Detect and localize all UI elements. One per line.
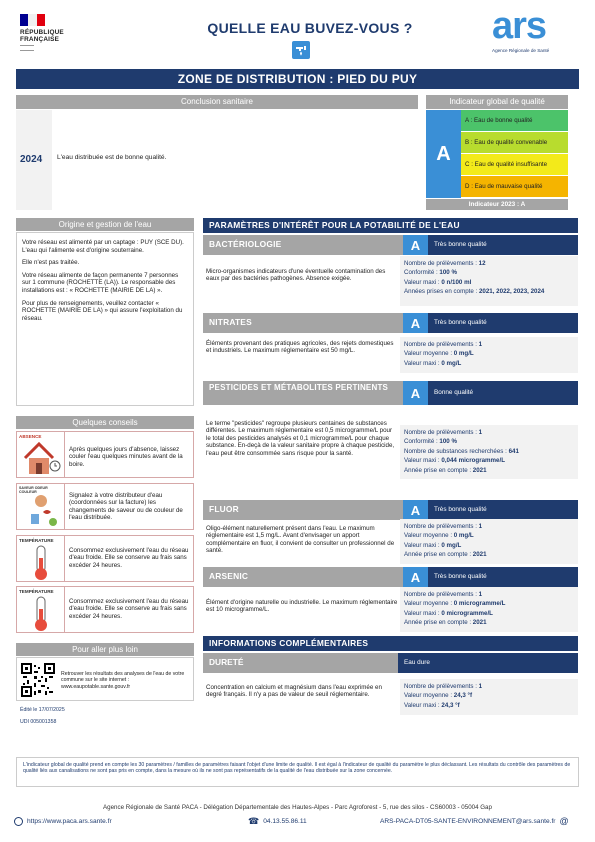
param-fluor-stats	[400, 519, 578, 564]
ars-logo-text: ars	[492, 5, 547, 47]
param-fluor-name: FLUOR	[203, 500, 403, 520]
further-header: Pour aller plus loin	[16, 643, 194, 656]
email-link[interactable]: ARS-PACA-DT05-SANTE-ENVIRONNEMENT@ars.sante.fr	[380, 818, 556, 825]
stat-row: Nombre de prélèvements : 1	[404, 341, 483, 348]
devise-lines	[20, 45, 34, 51]
conclusion-text-cell	[53, 110, 418, 210]
stat-row: Année prise en compte : 2021	[404, 619, 487, 627]
stat-row: Nombre de substances recherchées : 641	[404, 447, 519, 455]
param-arsenic-stats	[400, 587, 578, 632]
note-text: L'indicateur global de qualité prend en compte les 30 paramètres / familles de paramètres faisant l'objet d'une limite de qualité. Il est égal à l'indicateur de qualité du paramètre le plus déclassant. Les résultats du contrôle des paramètres de qualité liés aux canalisations ne sont pas pris en compte, dans la mesure où ils ne sont pas représentatifs de la qualité de l'eau distribuée sur la zone concernée.	[23, 762, 571, 775]
tip-saveur-text: Signalez à votre distributeur d'eau (coordonnées sur la facture) les changements de saveur ou de couleur de l'eau distribuée.	[69, 492, 183, 522]
tip-saveur	[16, 483, 194, 530]
tip-temperature-2-label: TEMPÉRATURE	[19, 589, 54, 594]
website-link[interactable]: https://www.paca.ars.sante.fr	[27, 818, 112, 825]
stat-row: Nombre de prélèvements : 1	[404, 591, 483, 598]
tip-absence-label: ABSENCE	[19, 434, 42, 439]
footer-website[interactable]	[14, 817, 112, 826]
further-box	[16, 657, 194, 701]
conclusion-year: 2024	[20, 154, 43, 165]
param-fluor-desc: Oligo-élément naturellement présent dans l'eau. Le maximum réglementaire est 1,5 mg/L. Avant d'envisager un apport complémentaire en fluor, il convient de consulter un professionnel de santé.	[206, 525, 395, 555]
marianne-icon	[20, 14, 46, 26]
param-bacteriologie-desc: Micro-organismes indicateurs d'une éventuelle contamination des eaux par des bactéries pathogènes. Absence exigée.	[206, 268, 386, 283]
tip-temperature-2-text: Consommez exclusivement l'eau du réseau d'eau froide. Elle se conserve au frais sans excéder 24 heures.	[69, 598, 189, 620]
footer-email[interactable]	[380, 817, 569, 826]
tip-temperature-1-text: Consommez exclusivement l'eau du réseau d'eau froide. Elle se conserve au frais sans excéder 24 heures.	[69, 547, 189, 569]
stat-row: Valeur maxi : 0 mg/L	[404, 541, 462, 549]
indicator-level-b-label: B : Eau de qualité convenable	[465, 139, 548, 146]
tip-absence-image	[17, 432, 65, 477]
phone-icon: ☎	[248, 816, 260, 826]
param-arsenic-name: ARSENIC	[203, 567, 403, 587]
indicator-level-c	[461, 154, 568, 176]
conclusion-header: Conclusion sanitaire	[16, 95, 418, 109]
zone-title: ZONE DE DISTRIBUTION : PIED DU PUY	[177, 72, 418, 86]
param-fluor-grade: A	[403, 500, 428, 520]
globe-icon	[14, 817, 23, 826]
tap-water-icon	[292, 41, 310, 59]
param-pesticides-name: PESTICIDES ET MÉTABOLITES PERTINENTS	[203, 381, 403, 405]
param-nitrates-quality: Très bonne qualité	[428, 313, 578, 333]
indicator-level-a	[461, 110, 568, 132]
stat-row: Valeur maxi : 0 mg/L	[404, 359, 462, 367]
tip-saveur-label: SAVEUR ODEUR COULEUR	[19, 486, 48, 494]
params-header: PARAMÈTRES D'INTÉRÊT POUR LA POTABILITÉ DE L'EAU	[203, 218, 578, 233]
udi-code: UDI 005001358	[20, 719, 57, 725]
tip-temperature-1-label: TEMPÉRATURE	[19, 538, 54, 543]
thermometer-icon	[17, 536, 65, 583]
tip-temperature-1	[16, 535, 194, 582]
further-text: Retrouver les résultats des analyses de l'eau de votre commune sur le site internet : www.eaupotable.sante.gouv.fr	[61, 671, 185, 690]
tips-header: Quelques conseils	[16, 416, 194, 429]
ars-logo	[492, 5, 582, 56]
info-header: INFORMATIONS COMPLÉMENTAIRES	[203, 636, 578, 651]
tip-absence	[16, 431, 194, 478]
param-nitrates-name: NITRATES	[203, 313, 403, 333]
stat-row: Valeur moyenne : 0 mg/L	[404, 532, 474, 540]
stat-row: Valeur moyenne : 0 mg/L	[404, 350, 474, 358]
stat-row: Nombre de prélèvements : 1	[404, 429, 483, 436]
taste-smell-icon	[17, 484, 65, 531]
param-pesticides-stats	[400, 425, 578, 479]
stat-row: Valeur maxi : 0 microgramme/L	[404, 609, 493, 617]
indicator-header: Indicateur global de qualité	[426, 95, 568, 109]
stat-row: Valeur moyenne : 0 microgramme/L	[404, 600, 506, 608]
origin-p3: Votre réseau alimente de façon permanente 7 personnes sur 1 commune (ROCHETTE (LA)). Le responsable des installations est : « ROCHETTE (MAIRIE DE LA) ».	[22, 271, 179, 294]
at-icon: @	[559, 816, 569, 826]
param-pesticides-quality: Bonne qualité	[428, 381, 578, 405]
param-nitrates-stats	[400, 337, 578, 373]
republique-line1: RÉPUBLIQUE	[20, 29, 64, 36]
durete-stats	[400, 679, 578, 715]
house-icon	[17, 432, 65, 479]
stat-row: Nombre de prélèvements : 1	[404, 523, 483, 530]
indicator-level-b	[461, 132, 568, 154]
param-arsenic-grade: A	[403, 567, 428, 587]
origin-p4: Pour plus de renseignements, veuillez contacter « ROCHETTE (MAIRIE DE LA) » qui assure l'exploitation du réseau.	[22, 299, 183, 322]
conclusion-year-cell	[16, 110, 52, 210]
stat-row: Valeur moyenne : 24,3 °f	[404, 692, 473, 700]
indicator-level-d	[461, 176, 568, 198]
indicator-grade: A	[426, 110, 461, 198]
stat-row: Valeur maxi : 0,044 microgramme/L	[404, 457, 505, 465]
param-bacteriologie-stats	[400, 256, 578, 306]
indicator-level-d-label: D : Eau de mauvaise qualité	[465, 183, 543, 190]
param-arsenic-quality: Très bonne qualité	[428, 567, 578, 587]
tip-saveur-image	[17, 484, 65, 529]
indicator-footer: Indicateur 2023 : A	[426, 199, 568, 210]
param-nitrates-desc: Éléments provenant des pratiques agricoles, des rejets domestiques et industriels. Le maximum réglementaire est 50 mg/L.	[206, 340, 394, 355]
tip-temperature-1-image	[17, 536, 65, 581]
qr-code	[21, 663, 55, 697]
param-bacteriologie-grade: A	[403, 235, 428, 255]
footer-address: Agence Régionale de Santé PACA - Délégation Départementale des Hautes-Alpes - Parc Agroforest - 5, rue des silos - CS60003 - 05004 Gap	[103, 804, 492, 811]
origin-p2: Elle n'est pas traitée.	[22, 259, 80, 267]
footer-phone[interactable]	[248, 817, 307, 826]
param-fluor-quality: Très bonne qualité	[428, 500, 578, 520]
stat-row: Nombre de prélèvements : 12	[404, 260, 486, 267]
origin-header: Origine et gestion de l'eau	[16, 218, 194, 231]
param-bacteriologie-name: BACTÉRIOLOGIE	[203, 235, 403, 255]
stat-row: Années prises en compte : 2021, 2022, 2023, 2024	[404, 288, 545, 296]
page-title: QUELLE EAU BUVEZ-VOUS ?	[207, 20, 413, 36]
stat-row: Année prise en compte : 2021	[404, 551, 487, 559]
param-bacteriologie-quality: Très bonne qualité	[428, 235, 578, 255]
stat-row: Valeur maxi : 0 n/100 ml	[404, 278, 472, 286]
republique-logo	[18, 14, 78, 54]
param-arsenic-desc: Élément d'origine naturelle ou industrielle. Le maximum réglementaire est 10 microgramme/L.	[206, 599, 398, 614]
note-box	[16, 757, 579, 787]
phone-number[interactable]: 04.13.55.86.11	[263, 818, 307, 825]
conclusion-text: L'eau distribuée est de bonne qualité.	[57, 154, 167, 161]
durete-desc: Concentration en calcium et magnésium dans l'eau exprimée en degré français. Il n'y a pas de valeur de seuil réglementaire.	[206, 684, 382, 699]
tip-temperature-2-image	[17, 587, 65, 632]
tip-temperature-2	[16, 586, 194, 633]
edited-date: Édité le 17/07/2025	[20, 707, 65, 713]
republique-line2: FRANÇAISE	[20, 36, 60, 43]
durete-name: DURETÉ	[203, 653, 398, 673]
stat-row: Conformité : 100 %	[404, 438, 457, 446]
stat-row: Valeur maxi : 24,3 °f	[404, 701, 460, 709]
thermometer-icon	[17, 587, 65, 634]
zone-title-bar	[16, 69, 579, 89]
origin-box	[16, 232, 194, 406]
indicator-level-c-label: C : Eau de qualité insuffisante	[465, 161, 548, 168]
origin-p1: Votre réseau est alimenté par un captage : PUY (SCE DU). L'eau qui l'alimente est d'origine souterraine.	[22, 239, 184, 254]
ars-logo-sub: Agence Régionale de Santé	[492, 48, 550, 53]
tip-absence-text: Après quelques jours d'absence, laissez couler l'eau quelques minutes avant de la boire.	[69, 446, 183, 468]
param-pesticides-desc: Le terme "pesticides" regroupe plusieurs centaines de substances différentes. Le maximum réglementaire est 0,5 microgramme/L pour le total des pesticides analysés et 0,1 microgramme/L pour chaque substance. En-deçà de la valeur sanitaire propre à chaque pesticide, l'eau peut être consommée sans risque pour la santé.	[206, 420, 395, 457]
stat-row: Conformité : 100 %	[404, 269, 457, 277]
indicator-level-a-label: A : Eau de bonne qualité	[465, 117, 533, 124]
param-nitrates-grade: A	[403, 313, 428, 333]
stat-row: Année prise en compte : 2021	[404, 466, 487, 474]
stat-row: Nombre de prélèvements : 1	[404, 683, 483, 690]
durete-quality: Eau dure	[398, 653, 578, 673]
param-pesticides-grade: A	[403, 381, 428, 405]
